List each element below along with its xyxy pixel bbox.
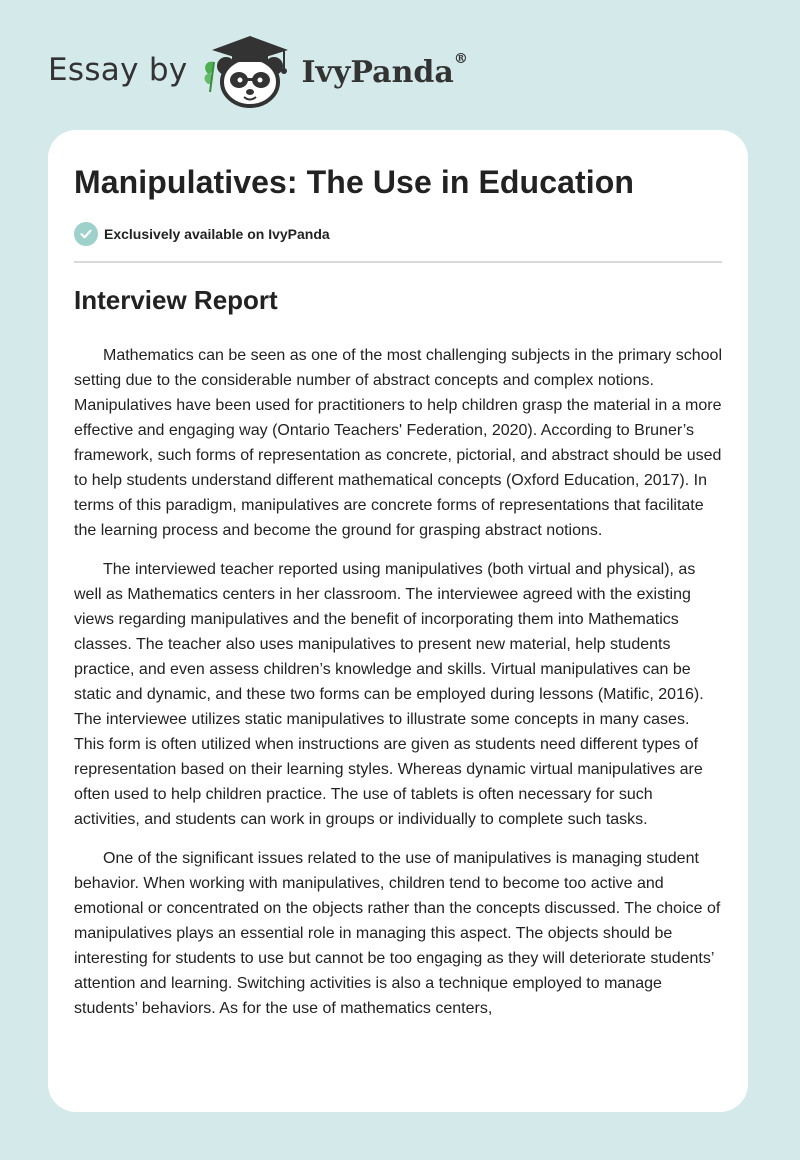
essay-title: Manipulatives: The Use in Education xyxy=(74,164,635,200)
brand-header xyxy=(48,30,468,110)
paragraph: Mathematics can be seen as one of the most challenging subjects in the primary school setting due to the considerable number of abstract concepts and complex notions. Manipulatives have been used for practitioners to help children grasp the material in a more effective and engaging way (Ontario Teachers' Federation, 2020). According to Bruner’s framework, such forms of representation as concrete, pictorial, and abstract should be used to help students understand different mathematical concepts (Oxford Education, 2017). In terms of this paradigm, manipulatives are concrete forms of representations that facilitate the learning process and become the ground for grasping abstract notions. xyxy=(74,347,722,539)
brand-prefix: Essay by xyxy=(48,52,188,88)
badge-text: Exclusively available on IvyPanda xyxy=(104,226,330,242)
essay-card xyxy=(48,130,748,1112)
divider xyxy=(74,261,722,263)
check-circle-icon xyxy=(74,222,98,246)
section-heading: Interview Report xyxy=(74,285,278,315)
panda-logo-icon xyxy=(202,30,298,110)
essay-body xyxy=(74,343,722,1035)
exclusive-badge xyxy=(74,222,330,246)
brand-name: IvyPanda® xyxy=(301,50,468,90)
paragraph: One of the significant issues related to the use of manipulatives is managing student behavior. When working with manipulatives, children tend to become too active and emotional or concentrated on the objects rather than the concepts discussed. The choice of manipulatives plays an essential role in managing this aspect. The objects should be interesting for students to use but cannot be too engaging as they will deteriorate students’ attention and learning. Switching activities is also a technique employed to manage students’ behaviors. As for the use of mathematics centers, xyxy=(74,850,721,1017)
registered-mark: ® xyxy=(453,50,468,67)
paragraph: The interviewed teacher reported using manipulatives (both virtual and physical), as well as Mathematics centers in her classroom. The interviewee agreed with the existing views regarding manipulatives and the benefit of incorporating them into Mathematics classes. The teacher also uses manipulatives to present new material, help students practice, and even assess children’s knowledge and skills. Virtual manipulatives can be static and dynamic, and these two forms can be employed during lessons (Matific, 2016). The interviewee utilizes static manipulatives to illustrate some concepts in many cases. This form is often utilized when instructions are given as students need different types of representation based on their learning styles. Whereas dynamic virtual manipulatives are often used to help children practice. The use of tablets is often necessary for such activities, and students can work in groups or individually to complete such tasks. xyxy=(74,561,704,828)
